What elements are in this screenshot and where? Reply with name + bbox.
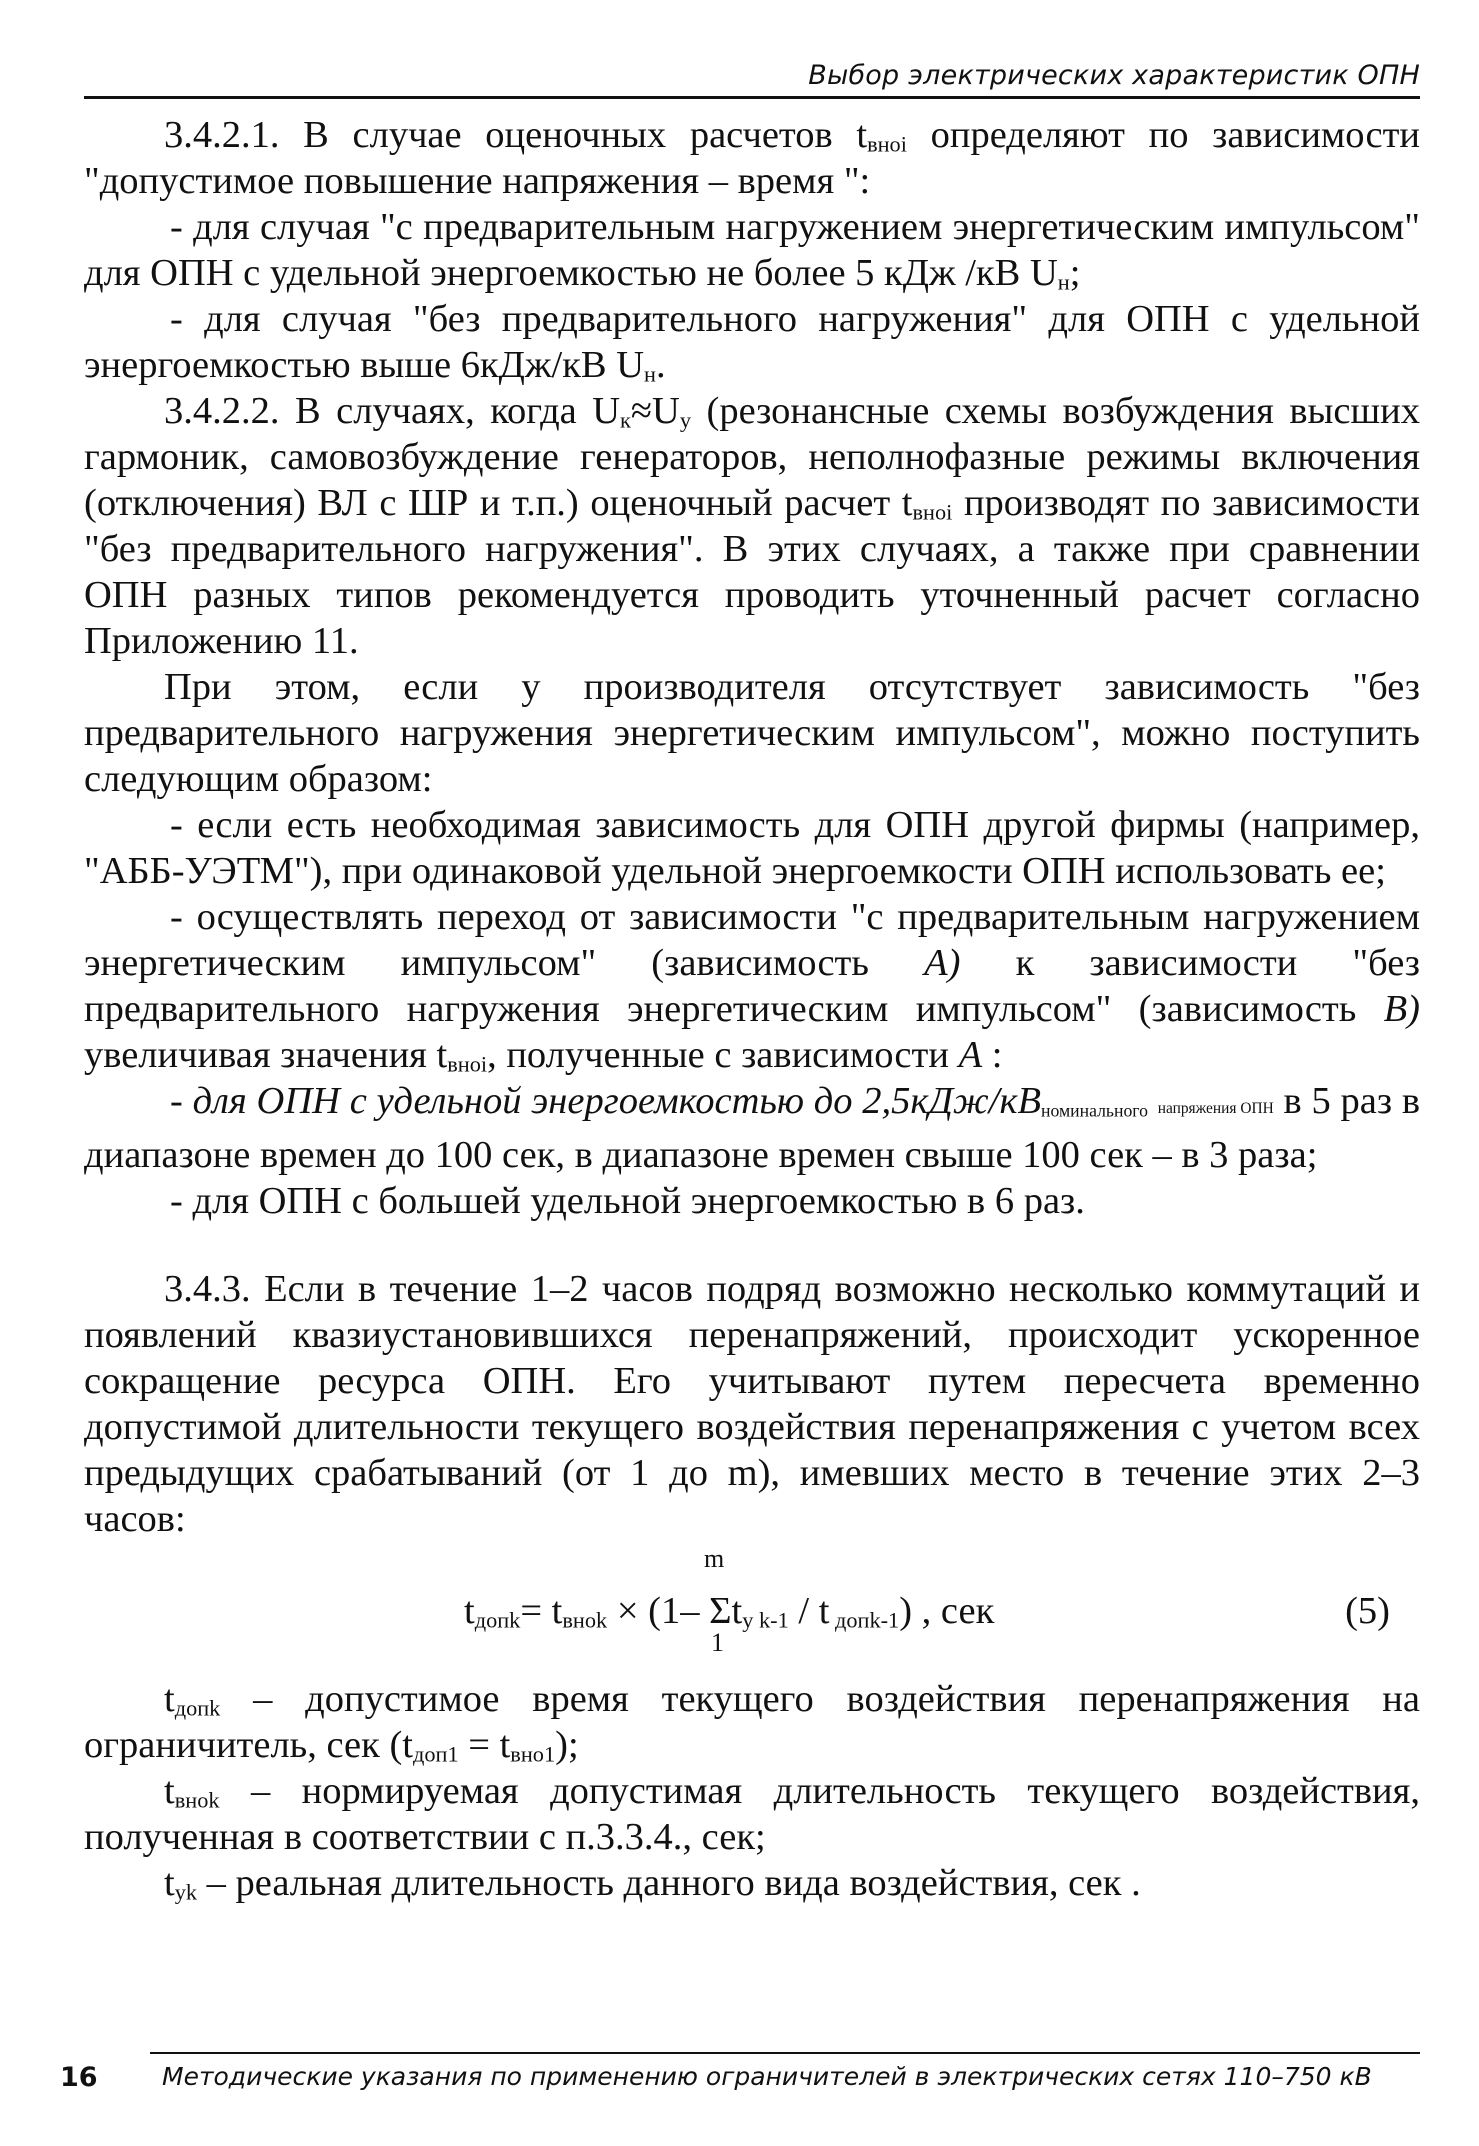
bullet-with-preloading: - для случая "с предварительным нагружением энергетическим импульсом" для ОПН с удельной энергоемкостью не более 5 кДж /кВ $U_н$; bbox=[84, 206, 1420, 295]
paragraph-3-4-2-2: 3.4.2.2. В случаях, когда $U_к\approx U_у$ (резонансные схемы возбуждения высших гармоник, самовозбуждение генераторов, неполнофазные режимы включения (отключения) ВЛ с ШР и т.п.) оценочный расчет $t_{вноi}$ производят по зависимости "без предварительного нагружения". В этих случаях, а также при сравнении ОПН разных типов рекомендуется проводить уточненный расчет согласно Приложению 11. bbox=[84, 390, 1420, 662]
paragraph-3-4-2-1: 3.4.2.1. В случае оценочных расчетов $t_{вноi}$ определяют по зависимости "допустимое повышение напряжения – время ": bbox=[84, 114, 1421, 202]
page-number: 16 bbox=[60, 2062, 98, 2093]
running-footer: Методические указания по применению ограничителей в электрических сетях 110–750 кВ bbox=[162, 2062, 1372, 2091]
running-header: Выбор электрических характеристик ОПН bbox=[808, 60, 1420, 91]
bullet-dependency-transition: - осуществлять переход от зависимости "с предварительным нагружением энергетическим импульсом" (зависимость А) к зависимости "без предварительного нагружения энергетическим импульсом" (зависимость В) увеличивая значения $t_{вноi}$, полученные с зависимости А : bbox=[84, 896, 1420, 1077]
sum-upper-limit: m bbox=[704, 1544, 725, 1573]
footer-rule bbox=[150, 2052, 1420, 2054]
definition-t-dop-k: $t_{допk}$ – допустимое время текущего воздействия перенапряжения на ограничитель, сек $(t_{доп1} = t_{вно1})$; bbox=[84, 1678, 1420, 1767]
bullet-higher-energy: - для ОПН с большей удельной энергоемкостью в 6 раз. bbox=[170, 1180, 1085, 1222]
formula-5 bbox=[84, 1546, 1420, 1658]
bullet-other-manufacturer: - если есть необходимая зависимость для ОПН другой фирмы (например, "АББ-УЭТМ"), при одинаковой удельной энергоемкости ОПН использовать ее; bbox=[84, 804, 1420, 892]
definition-t-vno-k: $t_{внok}$ – нормируемая допустимая длительность текущего воздействия, полученная в соответствии с п.3.3.4., сек; bbox=[84, 1770, 1420, 1858]
paragraph-manufacturer-note: При этом, если у производителя отсутствует зависимость "без предварительного нагружения энергетическим импульсом", можно поступить следующим образом: bbox=[84, 666, 1420, 800]
page-body bbox=[84, 112, 1420, 1906]
section-gap bbox=[84, 1224, 1420, 1266]
formula-number: (5) bbox=[1345, 1590, 1390, 1632]
header-rule bbox=[84, 96, 1420, 99]
definitions bbox=[84, 1676, 1420, 1906]
definition-t-yk: $t_{yk}$ – реальная длительность данного вида воздействия, сек . bbox=[164, 1862, 1141, 1905]
sum-lower-limit: 1 bbox=[711, 1628, 724, 1657]
paragraph-3-4-3: 3.4.3. Если в течение 1–2 часов подряд возможно несколько коммутаций и появлений квазиустановившихся перенапряжений, происходит ускоренное сокращение ресурса ОПН. Его учитывают путем пересчета временно допустимой длительности текущего воздействия перенапряжения с учетом всех предыдущих срабатываний (от 1 до m), имевших место в течение этих 2–3 часов: bbox=[84, 1268, 1420, 1540]
formula-expression: $t_{допk}= t_{внok} \times (1-$ $\Sigma t_{y k-1}$ / t $_{допk-1}$) , сек bbox=[464, 1590, 995, 1633]
bullet-without-preloading: - для случая "без предварительного нагружения" для ОПН с удельной энергоемкостью выше 6кДж/кВ $U_н$. bbox=[84, 298, 1420, 387]
bullet-energy-2-5: - для ОПН с удельной энергоемкостью до $2,5кДж/кВ_{номинального}$ напряжения ОПН в 5 раз в диапазоне времен до 100 сек, в диапазоне времен свыше 100 сек – в 3 раза; bbox=[84, 1080, 1421, 1176]
